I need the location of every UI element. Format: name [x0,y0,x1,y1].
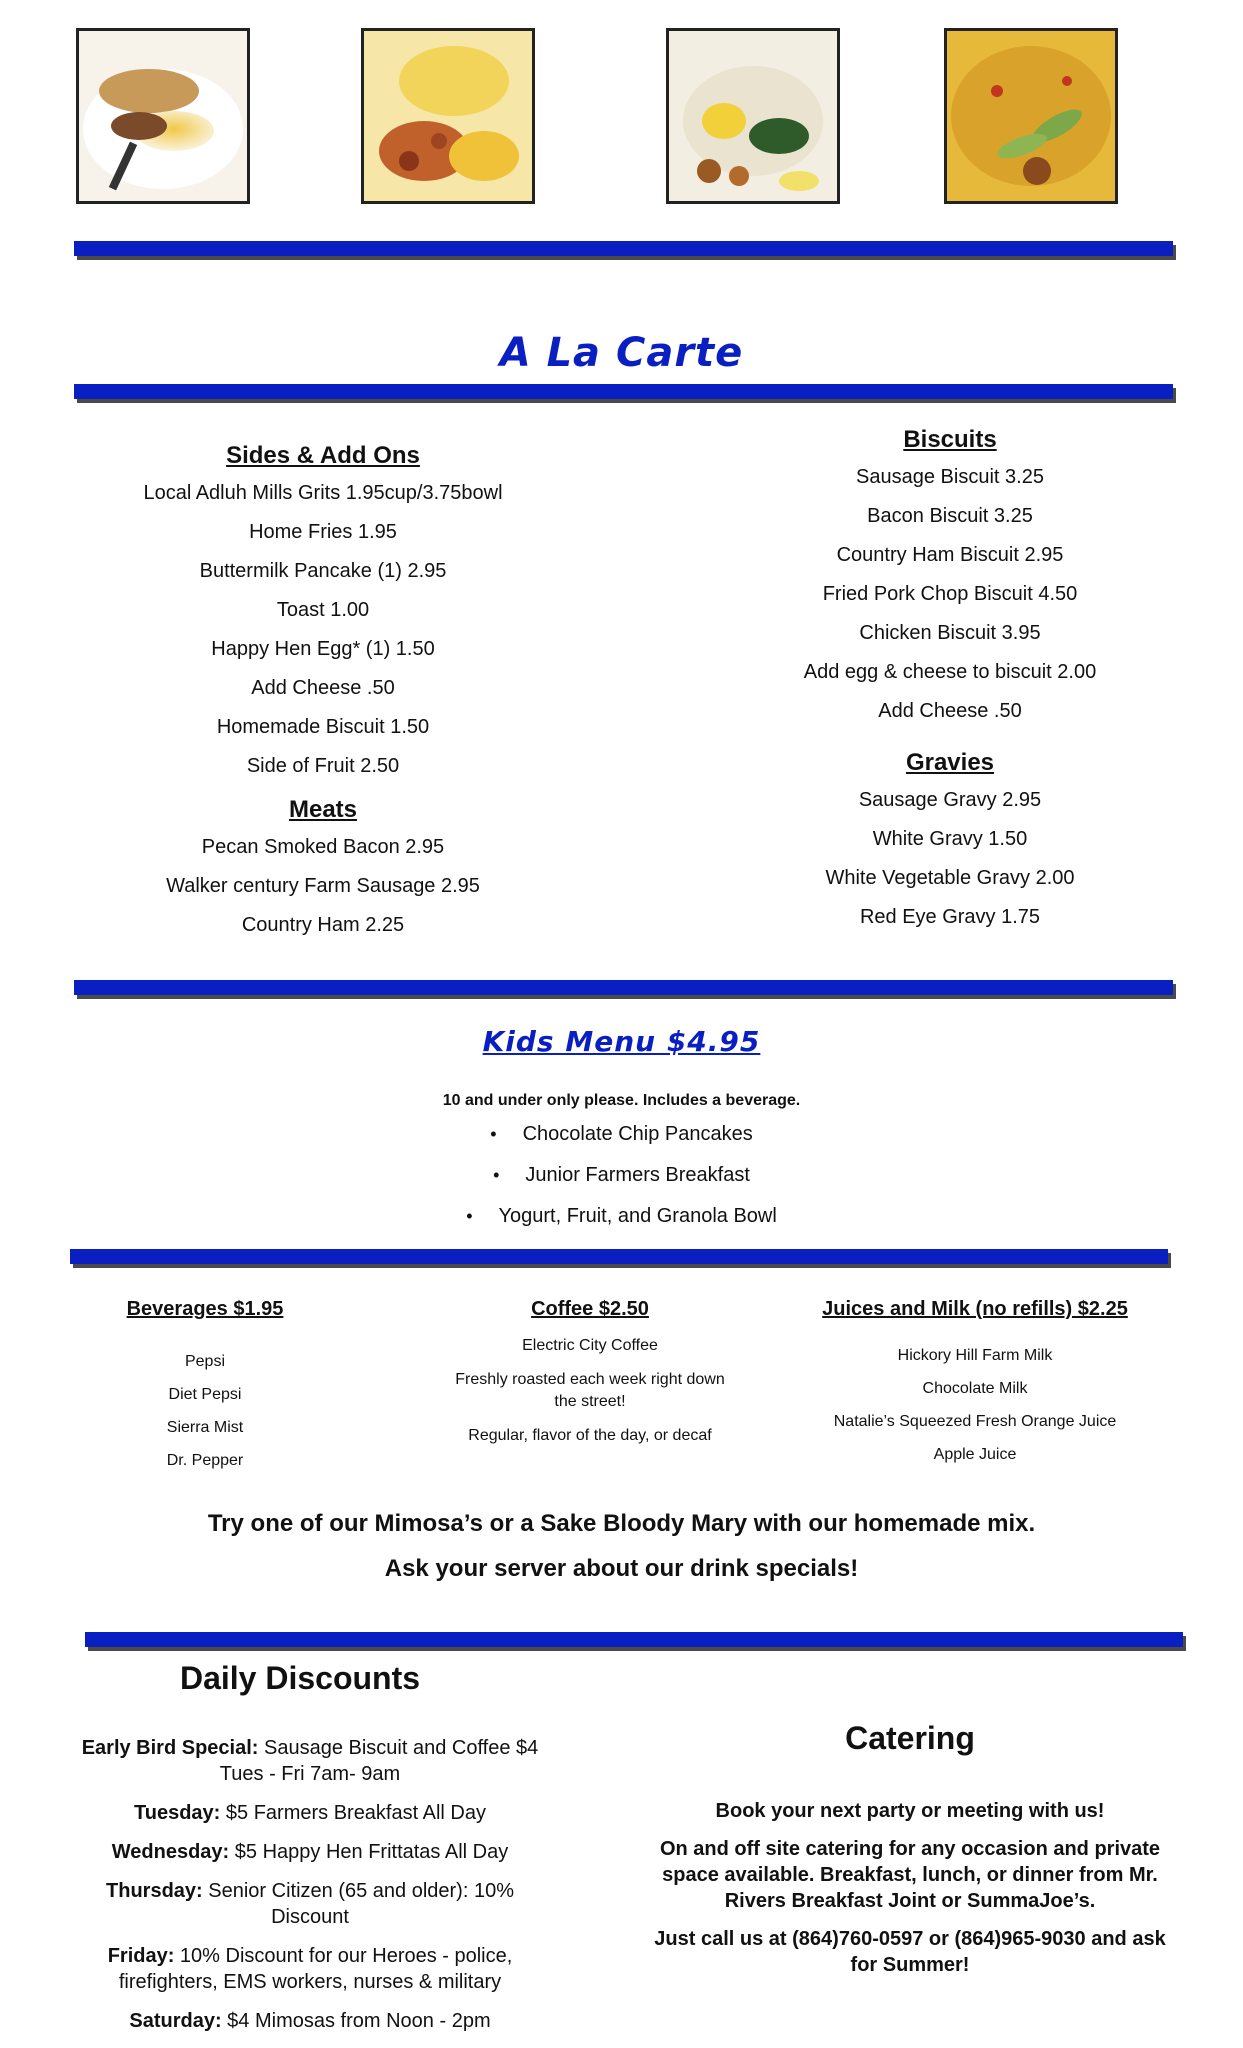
catering-details [650,1798,1170,1990]
biscuit-item: Add Cheese .50 [878,700,1022,722]
biscuit-item: Fried Pork Chop Biscuit 4.50 [822,583,1078,605]
meats-item: Pecan Smoked Bacon 2.95 [201,836,445,858]
discount-text: Senior Citizen (65 and older): 10% Discount [202,1880,514,1928]
biscuits-heading: Biscuits [903,426,997,453]
catering-line-3: Just call us at (864)760-0597 or (864)965-9030 and ask for Summer! [654,1928,1166,1976]
beverage-item: Sierra Mist [166,1419,244,1436]
discount-item [80,1878,540,1930]
juice-item: Chocolate Milk [922,1380,1028,1397]
discount-text: $5 Farmers Breakfast All Day [220,1802,486,1824]
coffee-list [455,1335,725,1447]
drink-promo-line-1: Try one of our Mimosa’s or a Sake Bloody Mary with our homemade mix. [207,1510,1036,1537]
divider-rule-discounts [85,1632,1183,1647]
discount-day-label: Wednesday: [111,1841,230,1863]
kids-menu-items [300,1114,943,1237]
sides-item: Buttermilk Pancake (1) 2.95 [199,560,447,582]
gravies-list [700,781,1200,937]
discount-day-label: Saturday: [129,2010,222,2032]
biscuit-item: Chicken Biscuit 3.95 [859,622,1041,644]
sides-list [80,474,566,786]
breakfast-plate-photo-2 [361,28,535,204]
divider-rule-drinks [70,1249,1168,1264]
beverage-item: Pepsi [184,1353,226,1370]
divider-rule-a-la-carte [74,384,1173,399]
beverages-heading: Beverages $1.95 [126,1298,284,1320]
kids-menu-item: • Chocolate Chip Pancakes [300,1114,943,1155]
juices-list [785,1339,1165,1471]
gravies-heading: Gravies [905,749,995,776]
discount-day-label: Early Bird Special: [81,1737,259,1759]
kids-list [300,1114,943,1237]
biscuit-item: Sausage Biscuit 3.25 [856,466,1044,488]
beverage-item: Diet Pepsi [168,1386,242,1403]
catering-line-2: On and off site catering for any occasion and private space available. Breakfast, lunch, or dinner from Mr. Rivers Breakfast Joint or SummaJoe’s. [659,1838,1161,1912]
breakfast-plate-photo-4 [944,28,1118,204]
kids-menu-item: • Yogurt, Fruit, and Granola Bowl [300,1196,943,1237]
discount-item [80,1839,540,1865]
juice-item: Apple Juice [933,1446,1017,1463]
meats-item: Country Ham 2.25 [241,914,405,936]
coffee-item: Regular, flavor of the day, or decaf [468,1427,712,1444]
biscuits-gravies-column [700,422,1200,937]
meats-item: Walker century Farm Sausage 2.95 [166,875,480,897]
coffee-item: Electric City Coffee [522,1337,658,1354]
coffee-heading: Coffee $2.50 [531,1298,649,1320]
catering-title: Catering [845,1720,975,1756]
meats-list [80,828,566,945]
juices-heading: Juices and Milk (no refills) $2.25 [822,1298,1128,1320]
gravy-item: White Gravy 1.50 [872,828,1028,850]
discount-item [80,1943,540,1995]
breakfast-plate-photo-1 [76,28,250,204]
gravy-item: Sausage Gravy 2.95 [858,789,1042,811]
sides-item: Local Adluh Mills Grits 1.95cup/3.75bowl [143,482,503,504]
kids-menu-title: Kids Menu $4.95 [482,1025,761,1058]
gravy-item: Red Eye Gravy 1.75 [859,906,1041,928]
discount-text: $4 Mimosas from Noon - 2pm [221,2010,491,2032]
biscuit-item: Add egg & cheese to biscuit 2.00 [803,661,1097,683]
discount-day-label: Tuesday: [134,1802,221,1824]
discount-item [80,1735,540,1787]
sides-item: Home Fries 1.95 [249,521,397,543]
juice-item: Hickory Hill Farm Milk [897,1347,1053,1364]
discount-item [80,2008,540,2034]
discount-day-label: Thursday: [106,1880,203,1902]
divider-rule-kids [74,980,1173,995]
breakfast-plate-photo-3 [666,28,840,204]
sides-item: Toast 1.00 [276,599,370,621]
coffee-column [455,1298,725,1459]
daily-discounts-list [80,1735,540,2047]
beverages-column [100,1298,310,1477]
sides-item: Happy Hen Egg* (1) 1.50 [211,638,435,660]
divider-rule-top [74,241,1173,256]
kids-menu-item: • Junior Farmers Breakfast [300,1155,943,1196]
sides-item: Add Cheese .50 [251,677,395,699]
discount-text: 10% Discount for our Heroes - police, firefighters, EMS workers, nurses & military [118,1945,513,1993]
sides-item: Homemade Biscuit 1.50 [216,716,430,738]
a-la-carte-title: A La Carte [499,330,744,376]
discount-day-label: Friday: [107,1945,175,1967]
sides-heading: Sides & Add Ons [226,442,420,469]
juices-column [785,1298,1165,1471]
discount-text: Sausage Biscuit and Coffee $4 Tues - Fri 7am- 9am [219,1737,539,1785]
catering-line-1: Book your next party or meeting with us! [715,1800,1105,1822]
beverages-list [100,1345,310,1477]
beverage-item: Dr. Pepper [166,1452,244,1469]
coffee-item: Freshly roasted each week right down the street! [455,1371,725,1410]
sides-item: Side of Fruit 2.50 [246,755,400,777]
sides-meats-column [80,438,566,945]
meats-heading: Meats [288,796,358,823]
juice-item: Natalie’s Squeezed Fresh Orange Juice [833,1413,1117,1430]
kids-menu-note: 10 and under only please. Includes a beverage. [442,1092,801,1109]
discount-item [80,1800,540,1826]
biscuits-list [700,458,1200,731]
drink-promo-line-2: Ask your server about our drink specials! [384,1555,859,1582]
daily-discounts-title: Daily Discounts [179,1660,421,1696]
discount-text: $5 Happy Hen Frittatas All Day [229,1841,509,1863]
biscuit-item: Bacon Biscuit 3.25 [867,505,1033,527]
biscuit-item: Country Ham Biscuit 2.95 [836,544,1064,566]
gravy-item: White Vegetable Gravy 2.00 [825,867,1075,889]
